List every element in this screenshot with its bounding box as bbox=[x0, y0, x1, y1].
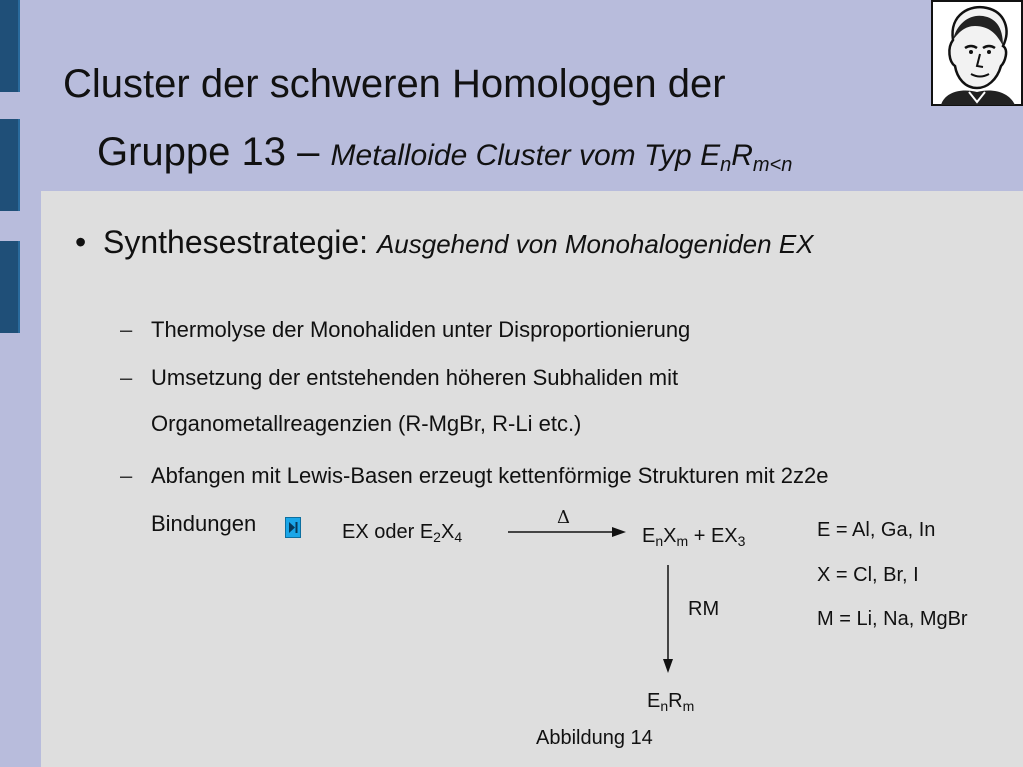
legend-e: E = Al, Ga, In bbox=[817, 519, 936, 541]
sub-item-3-text: Abfangen mit Lewis-Basen erzeugt kettenförmige Strukturen mit 2z2e bbox=[151, 463, 829, 488]
bullet-marker: • bbox=[75, 224, 87, 260]
title-main: Gruppe 13 – bbox=[97, 130, 320, 174]
sub-item-1-text: Thermolyse der Monohaliden unter Disproportionierung bbox=[151, 317, 691, 342]
vertical-arrow-head bbox=[663, 659, 673, 673]
legend-m: M = Li, Na, MgBr bbox=[817, 608, 968, 630]
figure-caption: Abbildung 14 bbox=[536, 727, 653, 749]
sub-item-2-text: Umsetzung der entstehenden höheren Subhaliden mit bbox=[151, 365, 679, 390]
title-subtitle: Metalloide Cluster vom Typ $E_nR_{m<n}$ bbox=[330, 139, 793, 176]
bullet-label: Synthesestrategie: bbox=[103, 224, 369, 260]
bullet-italic: Ausgehend von Monohalogeniden EX bbox=[376, 229, 814, 259]
reactant-formula: EX oder $E_2X_4$ bbox=[342, 521, 463, 545]
dash-marker: – bbox=[120, 317, 133, 342]
sub-item-3-continuation: Bindungen bbox=[151, 511, 257, 536]
dash-marker: – bbox=[120, 463, 133, 488]
final-product-formula: $E_nR_m$ bbox=[647, 690, 695, 714]
reagent-label: RM bbox=[688, 598, 720, 620]
slide-title-line1: Cluster der schweren Homologen der bbox=[63, 62, 726, 106]
dash-marker: – bbox=[120, 365, 133, 390]
product-formula: $E_nX_m + EX_3$ bbox=[642, 525, 746, 549]
legend-x: X = Cl, Br, I bbox=[817, 564, 919, 586]
sub-item-2-continuation: Organometallreagenzien (R-MgBr, R-Li etc.) bbox=[151, 411, 582, 436]
delta-symbol: Δ bbox=[557, 507, 570, 528]
horizontal-arrow-head bbox=[612, 527, 626, 537]
